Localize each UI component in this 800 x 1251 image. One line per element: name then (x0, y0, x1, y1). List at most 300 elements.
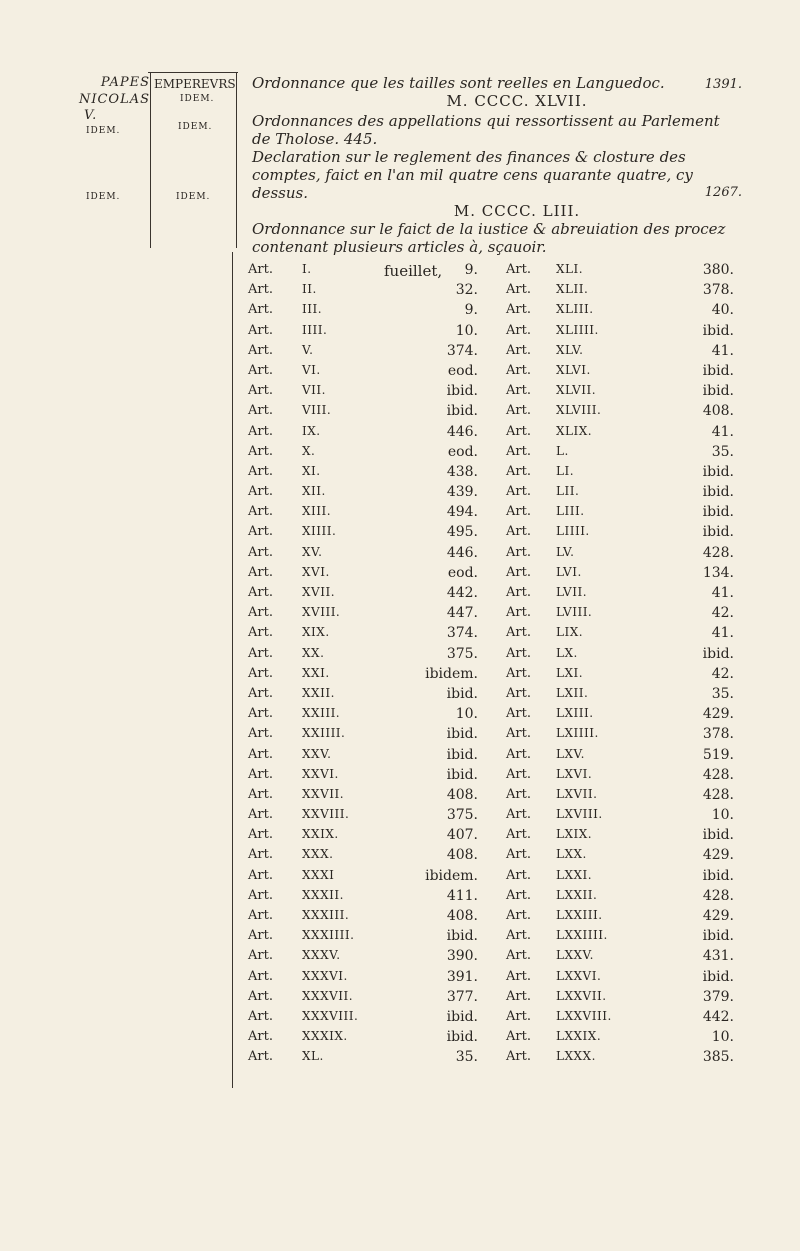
table-row (240, 343, 740, 363)
article-number-right: LXVIII. (556, 807, 603, 822)
table-row (240, 464, 740, 484)
folio-ref-right: 385. (702, 1049, 734, 1066)
entry-text: Declaration sur le reglement des finances & closture des comptes, faict en l'an mil quatre cens quarante quatre, cy dessus. (252, 148, 693, 202)
table-row (240, 888, 740, 908)
art-label-right: Art. (506, 605, 531, 621)
article-number-left: XXIX. (302, 827, 339, 842)
article-number-left: XI. (302, 463, 321, 478)
art-label-right: Art. (506, 948, 531, 964)
article-number-right: XLV. (556, 342, 584, 357)
folio-ref-right: 378. (702, 726, 734, 743)
table-row (240, 383, 740, 403)
folio-ref-right: 41. (711, 625, 734, 642)
art-label-left: Art. (248, 262, 273, 277)
art-label-right: Art. (506, 786, 531, 802)
folio-ref-right: 379. (702, 988, 734, 1005)
article-number-left: XIIII. (302, 524, 337, 539)
papes-label: PAPES (100, 75, 150, 90)
art-label-left: Art. (248, 564, 273, 580)
art-label-right: Art. (506, 403, 531, 419)
article-number-right: LXII. (556, 685, 589, 700)
table-row (240, 524, 740, 544)
folio-ref-left: ibid. (446, 928, 478, 945)
article-number-right: LXI. (556, 665, 584, 680)
folio-ref-right: 380. (702, 262, 734, 278)
article-number-left: VIII. (302, 403, 332, 418)
article-number-right: XLVIII. (556, 403, 602, 418)
folio-ref-right: 428. (702, 887, 734, 904)
folio-ref-left: 10. (455, 706, 478, 723)
art-label-right: Art. (506, 362, 531, 378)
table-row (240, 545, 740, 565)
article-number-left: XIII. (302, 504, 332, 519)
article-number-left: XXIII. (302, 706, 341, 721)
art-label-left: Art. (248, 342, 273, 358)
folio-ref-right: ibid. (702, 383, 734, 400)
table-row (240, 767, 740, 787)
article-number-left: IIII. (302, 322, 328, 337)
article-number-left: XII. (302, 484, 326, 499)
folio-ref-left: ibid. (446, 766, 478, 783)
table-row (240, 444, 740, 464)
folio-ref-right: 378. (702, 282, 734, 299)
folio-ref-left: 446. (446, 544, 478, 561)
art-label-left: Art. (248, 665, 273, 681)
article-number-right: LXXII. (556, 887, 598, 902)
entry-text: Ordonnance que les tailles sont reelles en Languedoc. (252, 74, 665, 92)
article-number-left: VI. (302, 362, 321, 377)
art-label-left: Art. (248, 282, 273, 298)
article-number-left: XIX. (302, 625, 330, 640)
art-label-left: Art. (248, 827, 273, 843)
folio-ref-left: ibid. (446, 726, 478, 743)
art-label-right: Art. (506, 1049, 531, 1065)
article-number-right: LXXIX. (556, 1029, 602, 1044)
article-number-left: XV. (302, 544, 323, 559)
art-label-right: Art. (506, 665, 531, 681)
article-number-right: LXXI. (556, 867, 593, 882)
article-number-right: LIII. (556, 504, 585, 519)
table-row (240, 323, 740, 343)
article-number-right: LXIX. (556, 827, 593, 842)
art-label-left: Art. (248, 928, 273, 944)
folio-ref-right: 134. (702, 564, 734, 581)
article-number-left: XXXV. (302, 948, 341, 963)
art-label-left: Art. (248, 867, 273, 883)
folio-ref-right: 428. (702, 544, 734, 561)
folio-ref-left: ibid. (446, 383, 478, 400)
art-label-right: Art. (506, 443, 531, 459)
empereurs-column (154, 76, 238, 92)
art-label-right: Art. (506, 1008, 531, 1024)
art-label-left: Art. (248, 362, 273, 378)
art-label-left: Art. (248, 948, 273, 964)
article-number-left: XL. (302, 1049, 324, 1064)
art-label-right: Art. (506, 524, 531, 540)
article-number-left: XXX. (302, 847, 334, 862)
table-row (240, 807, 740, 827)
folio-ref-right: 442. (702, 1008, 734, 1025)
article-number-left: XXIIII. (302, 726, 346, 741)
article-number-right: LXIIII. (556, 726, 599, 741)
folio-ref-right: ibid. (702, 524, 734, 541)
art-label-left: Art. (248, 383, 273, 399)
entry-text: Ordonnances des appellations qui ressortissent au Parlement de Tholose. 445. (252, 112, 720, 148)
article-number-left: XXXVIII. (302, 1008, 359, 1023)
article-number-right: XLIX. (556, 423, 593, 438)
art-label-right: Art. (506, 988, 531, 1004)
art-label-left: Art. (248, 1029, 273, 1045)
table-row (240, 484, 740, 504)
folio-ref-right: 41. (711, 423, 734, 440)
article-number-right: LXXX. (556, 1049, 596, 1064)
folio-ref-left: eod. (447, 362, 478, 379)
art-label-right: Art. (506, 383, 531, 399)
folio-ref-right: 42. (711, 605, 734, 622)
art-label-left: Art. (248, 968, 273, 984)
folio-ref-left: ibid. (446, 746, 478, 763)
art-label-left: Art. (248, 403, 273, 419)
year-heading: M. CCCC. LIII. (453, 202, 581, 220)
papes-idem-2: IDEM. (86, 192, 121, 202)
art-label-left: Art. (248, 887, 273, 903)
folio-ref-right: ibid. (702, 463, 734, 480)
art-label-right: Art. (506, 766, 531, 782)
folio-ref-left: 447. (446, 605, 478, 622)
art-label-left: Art. (248, 746, 273, 762)
art-label-right: Art. (506, 625, 531, 641)
article-number-right: XLI. (556, 262, 584, 276)
papes-column (56, 74, 150, 108)
article-number-right: LVII. (556, 585, 588, 599)
entry-languedoc (252, 74, 742, 92)
table-row (240, 666, 740, 686)
art-label-right: Art. (506, 1029, 531, 1045)
folio-ref-right: ibid. (702, 484, 734, 501)
folio-ref-right: 10. (711, 1029, 734, 1046)
folio-ref-left: 446. (446, 423, 478, 440)
folio-ref-left: ibid. (446, 1008, 478, 1025)
art-label-right: Art. (506, 544, 531, 560)
folio-ref-right: 429. (702, 908, 734, 924)
art-label-left: Art. (248, 726, 273, 742)
art-label-left: Art. (248, 685, 273, 701)
table-row (240, 948, 740, 968)
article-number-left: XXXIX. (302, 1029, 348, 1044)
entry-ref: 1267. (704, 185, 742, 200)
article-number-left: XXVI. (302, 766, 339, 781)
table-row (240, 969, 740, 989)
article-number-left: I. (302, 262, 312, 276)
folio-ref-left: 10. (455, 322, 478, 339)
empereurs-idem-3: IDEM. (176, 192, 211, 202)
folio-ref-right: 42. (711, 665, 734, 682)
empereurs-label: EMPEREVRS (154, 77, 236, 91)
table-row (240, 565, 740, 585)
art-label-left: Art. (248, 504, 273, 520)
article-number-right: XLII. (556, 282, 589, 297)
year-heading: M. CCCC. XLVII. (446, 92, 588, 110)
folio-ref-right: 40. (711, 302, 734, 319)
table-row (240, 827, 740, 847)
article-number-right: LX. (556, 645, 578, 660)
folio-ref-left: 495. (446, 524, 478, 541)
table-row (240, 928, 740, 948)
art-label-right: Art. (506, 342, 531, 358)
article-number-right: LVI. (556, 564, 582, 579)
papes-name: NICOLAS (78, 92, 150, 107)
folio-ref-right: 429. (702, 706, 734, 723)
art-label-right: Art. (506, 262, 531, 277)
art-label-left: Art. (248, 706, 273, 722)
art-label-right: Art. (506, 928, 531, 944)
ordonnance-entries (252, 74, 742, 256)
folio-ref-right: 429. (702, 847, 734, 864)
folio-ref-left: ibid. (446, 1029, 478, 1046)
folio-ref-left: 9. (464, 262, 478, 278)
article-number-left: XVIII. (302, 605, 341, 620)
table-row (240, 262, 740, 282)
entry-declaration (252, 148, 742, 202)
art-label-left: Art. (248, 1049, 273, 1065)
article-number-right: LIIII. (556, 524, 590, 539)
folio-ref-left: 390. (446, 948, 478, 965)
art-label-right: Art. (506, 807, 531, 823)
art-label-left: Art. (248, 645, 273, 661)
art-label-right: Art. (506, 564, 531, 580)
table-row (240, 686, 740, 706)
art-label-right: Art. (506, 847, 531, 863)
folio-ref-right: ibid. (702, 827, 734, 844)
art-label-right: Art. (506, 645, 531, 661)
art-label-right: Art. (506, 706, 531, 722)
art-label-right: Art. (506, 867, 531, 883)
article-number-left: XXVII. (302, 786, 345, 801)
table-row (240, 706, 740, 726)
article-number-right: LV. (556, 544, 575, 559)
article-number-right: LXXVIII. (556, 1008, 612, 1023)
table-row (240, 1029, 740, 1049)
folio-ref-left: 374. (446, 342, 478, 359)
entry-text: Ordonnance sur le faict de la iustice & abreuiation des procez contenant plusieurs articles à, sçauoir. (252, 220, 726, 256)
article-number-left: XXXVII. (302, 988, 354, 1003)
art-label-right: Art. (506, 908, 531, 923)
article-number-left: IX. (302, 423, 321, 438)
article-number-left: XX. (302, 645, 325, 660)
art-label-left: Art. (248, 605, 273, 621)
folio-ref-right: ibid. (702, 322, 734, 339)
column-rule-table (232, 252, 233, 1088)
article-number-right: XLIIII. (556, 322, 599, 337)
table-row (240, 302, 740, 322)
folio-ref-left: 408. (446, 908, 478, 924)
folio-ref-left: 494. (446, 504, 478, 521)
art-label-right: Art. (506, 685, 531, 701)
article-number-left: XVI. (302, 564, 330, 579)
folio-ref-left: ibid. (446, 685, 478, 702)
art-label-left: Art. (248, 484, 273, 500)
article-number-right: LXIII. (556, 706, 594, 721)
art-label-left: Art. (248, 544, 273, 560)
article-number-left: XXII. (302, 685, 335, 700)
article-number-left: XXVIII. (302, 807, 350, 822)
folio-ref-right: 35. (711, 685, 734, 702)
article-number-left: XVII. (302, 585, 336, 599)
column-rule-papes (150, 72, 151, 248)
art-label-left: Art. (248, 1008, 273, 1024)
folio-ref-left: 374. (446, 625, 478, 642)
art-label-right: Art. (506, 504, 531, 520)
article-number-left: II. (302, 282, 317, 297)
art-label-right: Art. (506, 827, 531, 843)
folio-ref-left: ibidem. (425, 867, 478, 884)
art-label-left: Art. (248, 443, 273, 459)
table-row (240, 868, 740, 888)
papes-idem-1: IDEM. (86, 126, 121, 136)
article-number-right: LXV. (556, 746, 585, 761)
article-number-right: LXXV. (556, 948, 594, 963)
folio-ref-left: 407. (446, 827, 478, 844)
art-label-right: Art. (506, 484, 531, 500)
folio-ref-right: 428. (702, 766, 734, 783)
article-number-right: LIX. (556, 625, 584, 640)
folio-ref-right: 408. (702, 403, 734, 420)
art-label-right: Art. (506, 302, 531, 318)
article-number-left: XXXII. (302, 887, 344, 902)
folio-ref-left: 391. (446, 968, 478, 985)
table-row (240, 847, 740, 867)
articles-table (240, 262, 740, 1070)
article-number-right: XLVII. (556, 383, 597, 398)
column-rule-empereurs (236, 72, 237, 248)
art-label-right: Art. (506, 726, 531, 742)
table-row (240, 585, 740, 605)
table-row (240, 787, 740, 807)
folio-ref-left: 9. (464, 302, 478, 319)
table-row (240, 504, 740, 524)
folio-ref-left: 442. (446, 585, 478, 601)
article-number-right: LXXVI. (556, 968, 602, 983)
table-row (240, 1009, 740, 1029)
folio-ref-right: 35. (711, 443, 734, 460)
folio-ref-right: ibid. (702, 928, 734, 945)
table-row (240, 747, 740, 767)
article-number-right: LI. (556, 463, 575, 478)
article-number-right: LXX. (556, 847, 587, 862)
art-label-left: Art. (248, 847, 273, 863)
art-label-left: Art. (248, 322, 273, 338)
folio-ref-right: 519. (702, 746, 734, 763)
art-label-left: Art. (248, 585, 273, 600)
art-label-left: Art. (248, 807, 273, 823)
folio-ref-left: ibidem. (425, 665, 478, 682)
folio-ref-left: 377. (446, 988, 478, 1005)
fueillet-label: fueillet, (384, 262, 443, 280)
entry-appellations (252, 112, 742, 148)
table-row (240, 282, 740, 302)
folio-ref-left: eod. (447, 564, 478, 581)
article-number-right: XLIII. (556, 302, 594, 317)
folio-ref-left: ibid. (446, 403, 478, 420)
article-number-right: LXVI. (556, 766, 593, 781)
folio-ref-right: ibid. (702, 504, 734, 521)
table-row (240, 625, 740, 645)
folio-ref-left: 375. (446, 645, 478, 662)
article-number-right: LXXIII. (556, 908, 603, 922)
papes-number: V. (84, 108, 98, 123)
folio-ref-right: ibid. (702, 968, 734, 985)
art-label-right: Art. (506, 887, 531, 903)
art-label-left: Art. (248, 524, 273, 540)
folio-ref-right: ibid. (702, 645, 734, 662)
entry-iustice (252, 220, 742, 256)
art-label-left: Art. (248, 302, 273, 318)
art-label-left: Art. (248, 908, 273, 923)
table-row (240, 605, 740, 625)
table-row (240, 403, 740, 423)
table-row (240, 908, 740, 928)
article-number-left: V. (302, 342, 314, 357)
article-number-right: LVIII. (556, 605, 593, 620)
article-number-right: LXXVII. (556, 988, 607, 1003)
article-number-right: LII. (556, 484, 580, 499)
art-label-right: Art. (506, 746, 531, 762)
article-number-left: XXXVI. (302, 968, 348, 983)
art-label-right: Art. (506, 585, 531, 600)
folio-ref-left: 438. (446, 463, 478, 480)
folio-ref-left: 35. (455, 1049, 478, 1066)
folio-ref-left: eod. (447, 443, 478, 460)
folio-ref-right: 41. (711, 585, 734, 601)
entry-ref: 1391. (704, 77, 742, 92)
article-number-left: VII. (302, 383, 326, 398)
folio-ref-left: 411. (446, 887, 478, 904)
table-row (240, 424, 740, 444)
article-number-right: XLVI. (556, 362, 591, 377)
art-label-right: Art. (506, 322, 531, 338)
folio-ref-left: 32. (455, 282, 478, 299)
art-label-left: Art. (248, 988, 273, 1004)
art-label-right: Art. (506, 463, 531, 479)
article-number-right: LXXIIII. (556, 928, 608, 943)
article-number-right: L. (556, 443, 569, 458)
article-number-left: XXXI (302, 867, 335, 882)
table-row (240, 363, 740, 383)
art-label-left: Art. (248, 423, 273, 439)
folio-ref-right: ibid. (702, 867, 734, 884)
folio-ref-left: 408. (446, 847, 478, 864)
art-label-left: Art. (248, 625, 273, 641)
article-number-left: X. (302, 443, 316, 458)
art-label-left: Art. (248, 463, 273, 479)
article-number-left: XXXIII. (302, 908, 350, 922)
art-label-left: Art. (248, 766, 273, 782)
table-row (240, 726, 740, 746)
article-number-left: XXI. (302, 665, 330, 680)
table-row (240, 646, 740, 666)
article-number-left: XXV. (302, 746, 332, 761)
folio-ref-right: 10. (711, 807, 734, 824)
folio-ref-right: 41. (711, 342, 734, 359)
folio-ref-left: 375. (446, 807, 478, 824)
folio-ref-right: ibid. (702, 362, 734, 379)
article-number-left: XXXIIII. (302, 928, 355, 943)
table-row (240, 989, 740, 1009)
folio-ref-left: 439. (446, 484, 478, 501)
table-row (240, 1049, 740, 1069)
article-number-left: III. (302, 302, 323, 317)
folio-ref-left: 408. (446, 786, 478, 803)
